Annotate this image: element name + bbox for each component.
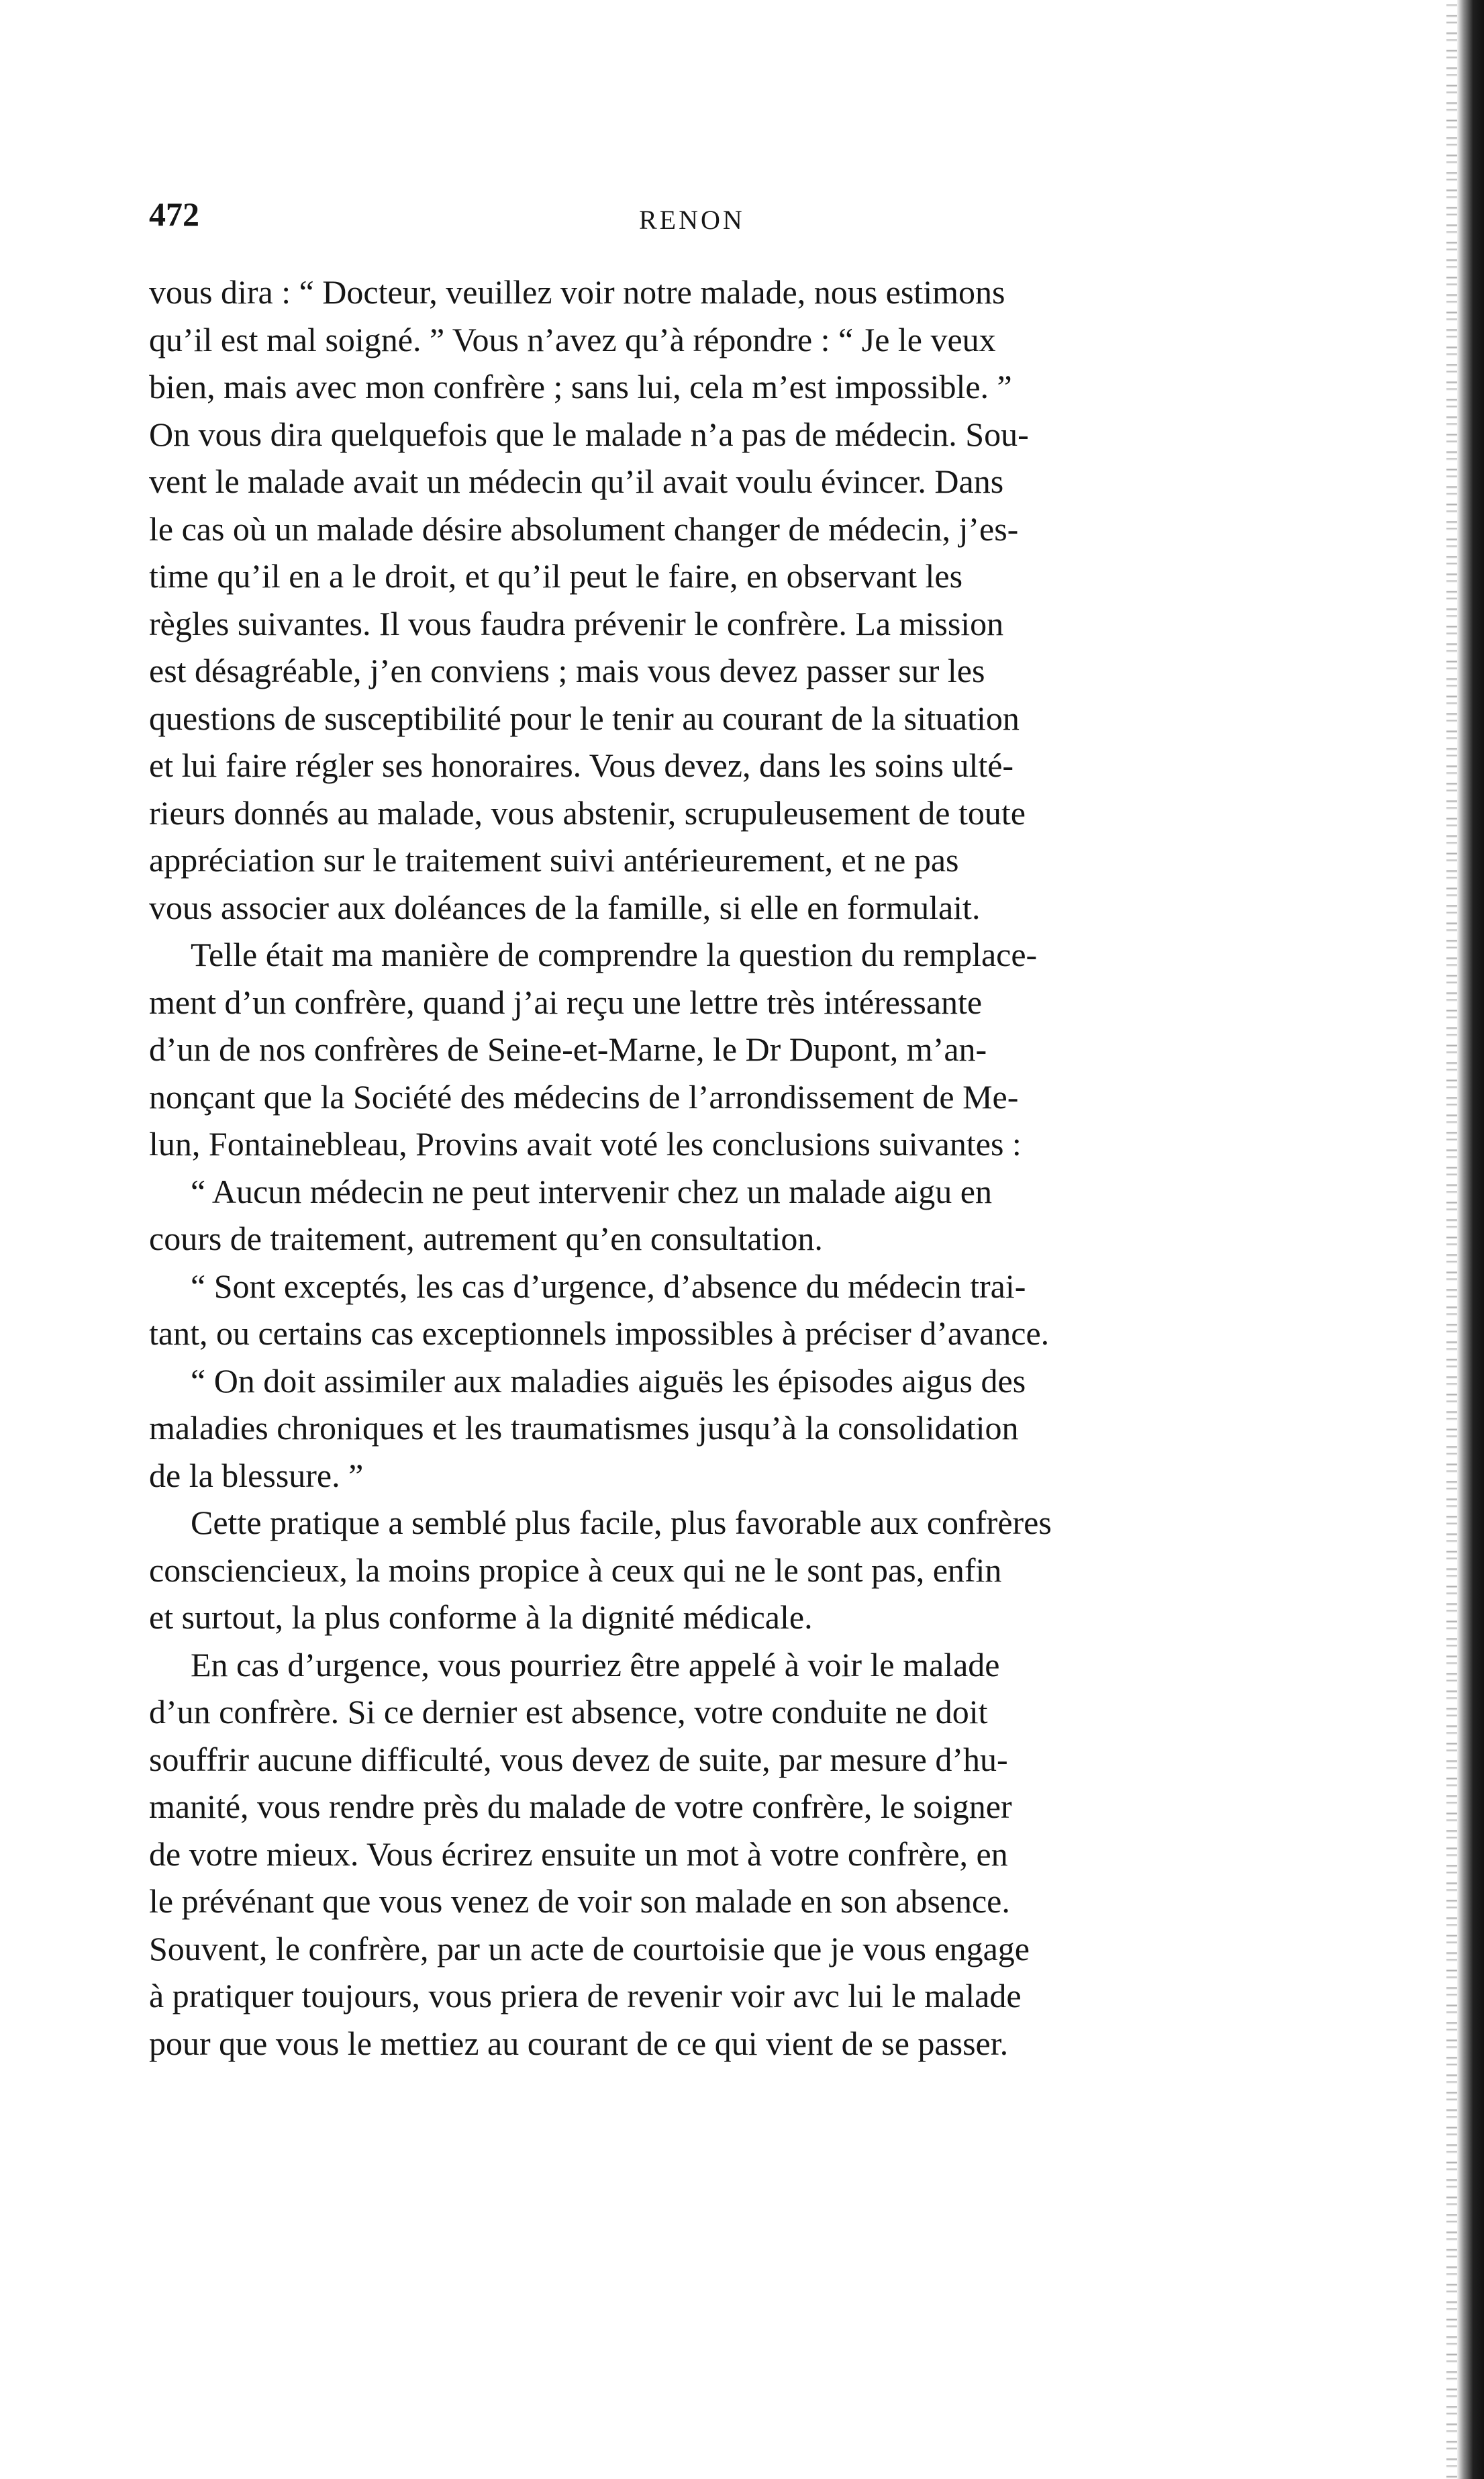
paragraph: En cas d’urgence, vous pourriez être appelé à voir le malade d’un confrère. Si ce dernier est absence, votre conduite ne doit souffrir aucune difficulté, vous devez de suite, par mesure d’hu- manité, vous rendre près du malade de votre confrère, le soigner de votre mieux. Vous écrirez ensuite un mot à votre confrère, en le prévénant que vous venez de voir son malade en son absence. Souvent, le confrère, par un acte de courtoisie que je vous engage à pratiquer toujours, vous priera de revenir voir avc lui le malade pour que vous le mettiez au courant de ce qui vient de se passer. [149, 1645, 1030, 2062]
paragraph: “ Sont exceptés, les cas d’urgence, d’absence du médecin trai- tant, ou certains cas exceptionnels impossibles à préciser d’avance. [149, 1267, 1050, 1352]
page-header [149, 195, 1290, 248]
paragraph: Cette pratique a semblé plus facile, plus favorable aux confrères consciencieux, la moins propice à ceux qui ne le sont pas, enfin et surtout, la plus conforme à la dignité médicale. [149, 1504, 1052, 1636]
page-number: 472 [149, 195, 199, 233]
paragraph: “ Aucun médecin ne peut intervenir chez un malade aigu en cours de traitement, autrement qu’en consultation. [149, 1172, 992, 1257]
paragraph: Telle était ma manière de comprendre la question du remplace- ment d’un confrère, quand j’ai reçu une lettre très intéressante d’un de nos confrères de Seine-et-Marne, le Dr Dupont, m’an- nonçant que la Société des médecins de l’arrondissement de Me- lun, Fontainebleau, Provins avait voté les conclusions suivantes : [149, 936, 1038, 1163]
running-head: RENON [639, 205, 745, 235]
page-edge-shadow [1446, 0, 1457, 2479]
body-text [149, 269, 1294, 2067]
paragraph: vous dira : “ Docteur, veuillez voir notre malade, nous estimons qu’il est mal soigné. ” Vous n’avez qu’à répondre : “ Je le veux bien, mais avec mon confrère ; sans lui, cela m’est impossible. ” On vous dira quelquefois que le malade n’a pas de médecin. Sou- vent le malade avait un médecin qu’il avait voulu évincer. Dans le cas où un malade désire absolument changer de médecin, j’es- time qu’il en a le droit, et qu’il peut le faire, en observant les règles suivantes. Il vous faudra prévenir le confrère. La mission est désagréable, j’en conviens ; mais vous devez passer sur les questions de susceptibilité pour le tenir au courant de la situation et lui faire régler ses honoraires. Vous devez, dans les soins ulté- rieurs donnés au malade, vous abstenir, scrupuleusement de toute appréciation sur le traitement suivi antérieurement, et ne pas vous associer aux doléances de la famille, si elle en formulait. [149, 273, 1029, 926]
paragraph: “ On doit assimiler aux maladies aiguës les épisodes aigus des maladies chroniques et les traumatismes jusqu’à la consolidation de la blessure. ” [149, 1361, 1026, 1494]
book-spine-edge [1457, 0, 1484, 2479]
